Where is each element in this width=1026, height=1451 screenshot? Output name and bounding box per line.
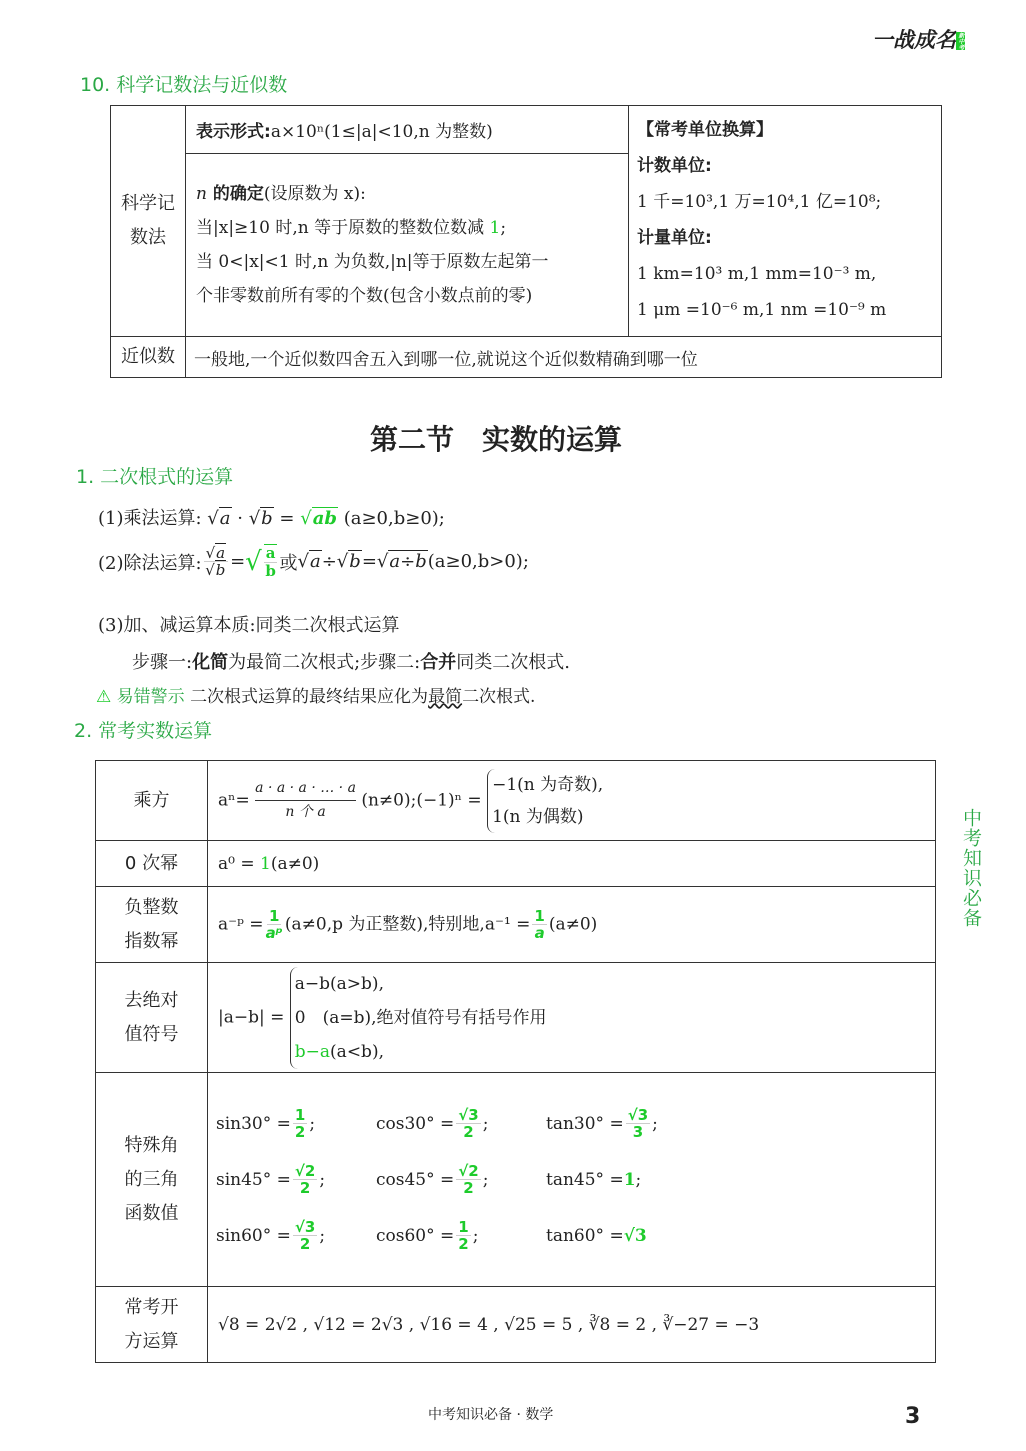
row-label-abs [96, 963, 208, 1073]
label-line: 去绝对 [124, 989, 179, 1011]
units-cell [629, 106, 942, 337]
text: 同类二次根式. [456, 652, 570, 673]
numerator: √a [204, 545, 229, 563]
trig-value [376, 1219, 546, 1253]
punct: ; [635, 1169, 642, 1190]
text: (a≠0) [548, 914, 598, 934]
alarm-icon: ⚠ [96, 687, 112, 707]
section-10-title: 10. 科学记数法与近似数 [80, 74, 288, 96]
side-tab: 中考知识必备 [960, 808, 982, 928]
radicand: a÷b [389, 551, 427, 572]
n-determination-cell [186, 154, 629, 337]
denominator: b [265, 561, 276, 580]
radicand: a [219, 508, 231, 529]
fraction [264, 544, 278, 579]
ops-title: 2. 常考实数运算 [74, 720, 213, 742]
row-label-roots [96, 1287, 208, 1363]
label-line: 值符号 [124, 1023, 179, 1045]
text: 二次根式运算的最终结果应化为 [190, 687, 429, 707]
trig-value [546, 1219, 716, 1253]
trig-grid [208, 1097, 935, 1263]
row-label-negative [96, 887, 208, 963]
underbrace [255, 780, 356, 821]
numerator: √3 [458, 1105, 479, 1124]
op: = [361, 551, 377, 572]
count-label: 计数单位: [637, 156, 712, 176]
denominator: 2 [458, 1235, 469, 1253]
text: 步骤一: [132, 652, 193, 673]
steps [132, 648, 570, 674]
label-line: 的三角 [124, 1168, 179, 1190]
measure-line: 1 μm =10⁻⁶ m,1 nm =10⁻⁹ m [637, 300, 887, 320]
punct: ; [319, 1225, 326, 1246]
units-title: 【常考单位换算】 [637, 120, 773, 140]
title: 的确定 [206, 184, 264, 204]
logo-text: 一战成名 [872, 28, 956, 52]
label: (1)乘法运算: [98, 508, 202, 529]
fraction [293, 1163, 317, 1197]
power-cell [208, 761, 936, 841]
denominator: 2 [299, 1179, 311, 1197]
fraction [204, 545, 229, 579]
fraction [626, 1107, 650, 1141]
condition: (a≥0,b>0); [427, 551, 529, 572]
denominator: 2 [463, 1179, 474, 1197]
numerator: √2 [294, 1161, 316, 1180]
row-label-trig [96, 1073, 208, 1287]
row-label-power: 乘方 [96, 761, 208, 841]
warning-label: 易错警示 [116, 687, 185, 707]
roots-cell: √8 = 2√2 , √12 = 2√3 , √16 = 4 , √25 = 5 , ∛8 = 2 , ∛−27 = −3 [208, 1287, 936, 1363]
page-number: 3 [905, 1404, 921, 1429]
label-line: 指数幂 [124, 930, 179, 952]
rule-line: 个非零数前所有零的个数(包含小数点前的零) [196, 286, 533, 306]
text: ; [500, 218, 507, 238]
fraction [293, 1219, 317, 1253]
trig-result: 1 [623, 1169, 636, 1190]
fraction [456, 1107, 480, 1141]
text: (n≠0);(−1)ⁿ = [361, 790, 482, 810]
label-line: 特殊角 [124, 1134, 179, 1156]
label: (2)除法运算: [98, 552, 202, 574]
case [295, 1035, 547, 1069]
cases [290, 967, 547, 1069]
cases [487, 769, 603, 833]
highlight: 1 [489, 218, 501, 238]
label-line: 函数值 [124, 1202, 179, 1224]
text: aⁿ= [218, 790, 250, 810]
denominator: √b [205, 561, 226, 579]
sqrt-a: √a [297, 551, 321, 572]
condition: (a≥0,b≥0); [343, 508, 445, 529]
trig-value [546, 1107, 716, 1141]
form-label: 表示形式: [196, 122, 271, 142]
denominator: 3 [632, 1123, 644, 1141]
brace-label: n 个 a [285, 804, 326, 820]
sqrt-icon: √ [245, 546, 262, 577]
sqrt-a-div-b: √a÷b [376, 551, 427, 572]
text: (a≠0,p 为正整数),特别地,a⁻¹ = [284, 914, 531, 934]
sqrt-ab: √ab [300, 508, 337, 529]
measure-label: 计量单位: [637, 228, 712, 248]
radicals-title: 1. 二次根式的运算 [76, 466, 234, 488]
n-title [196, 177, 618, 211]
product: a · a · a · … · a [255, 780, 356, 801]
radicand: b [349, 551, 361, 572]
op: ÷ [321, 551, 337, 572]
punct: ; [482, 1113, 489, 1134]
trig-lhs: sin60° = [216, 1225, 291, 1246]
label-line: 方运算 [124, 1330, 179, 1352]
label-line: 数法 [130, 227, 166, 248]
denominator: 2 [299, 1235, 311, 1253]
punct: ; [472, 1225, 479, 1246]
row-label-scientific [111, 106, 186, 337]
trig-value [376, 1107, 546, 1141]
trig-lhs: cos30° = [376, 1113, 455, 1134]
punct: ; [482, 1169, 489, 1190]
text: 或 [279, 552, 298, 574]
numerator: √3 [294, 1217, 316, 1236]
addition-rule: (3)加、减运算本质:同类二次根式运算 [98, 615, 400, 636]
fraction [266, 908, 283, 942]
text: 为最简二次根式;步骤二: [228, 652, 421, 673]
warning-note [96, 682, 535, 707]
real-ops-table [95, 760, 936, 1363]
approx-text: 一般地,一个近似数四舍五入到哪一位,就说这个近似数精确到哪一位 [186, 337, 942, 378]
fraction [456, 1163, 480, 1197]
trig-value [546, 1163, 716, 1197]
punct: ; [309, 1113, 316, 1134]
highlight: 1 [260, 853, 271, 874]
label-line: 负整数 [124, 896, 179, 918]
punct: ; [319, 1169, 326, 1190]
denominator: 2 [463, 1123, 474, 1141]
rule-line: 当 0<|x|<1 时,n 为负数,|n|等于原数左起第一 [196, 252, 549, 272]
numerator: 1 [458, 1217, 469, 1236]
numerator: 1 [534, 906, 545, 925]
count-values: 1 千=10³,1 万=10⁴,1 亿=10⁸; [637, 192, 882, 212]
emphasis: 最简 [428, 687, 463, 707]
trig-lhs: cos45° = [376, 1169, 455, 1190]
abs-cell [208, 963, 936, 1073]
highlight: b−a [294, 1041, 331, 1062]
division-rule [98, 544, 529, 579]
trig-value [376, 1163, 546, 1197]
radicand: a [309, 551, 321, 572]
op: = [230, 551, 246, 572]
text: (a<b), [330, 1041, 384, 1062]
numerator: a [265, 544, 276, 562]
sqrt-b: √b [336, 551, 361, 572]
footer-text: 中考知识必备 · 数学 [428, 1407, 554, 1423]
fraction [456, 1219, 470, 1253]
case: a−b(a>b), [294, 973, 384, 994]
radicand: ab [312, 508, 337, 529]
text: 当|x|≥10 时,n 等于原数的整数位数减 [196, 218, 490, 238]
trig-cell [208, 1073, 936, 1287]
text: (a≠0) [270, 853, 320, 874]
case: −1(n 为奇数), [492, 774, 604, 795]
radicand: a [216, 543, 226, 562]
case: 1(n 为偶数) [492, 806, 584, 827]
punct: ; [652, 1113, 658, 1134]
trig-lhs: cos60° = [376, 1225, 455, 1246]
text: a⁰ = [218, 853, 261, 874]
denominator: 2 [294, 1123, 306, 1141]
bold: 合并 [420, 652, 457, 673]
denominator: aᵖ [265, 924, 283, 942]
text: |a−b| = [218, 1007, 285, 1027]
brand-logo [872, 24, 965, 54]
sqrt-a: √a [207, 508, 231, 529]
trig-lhs: tan45° = [546, 1169, 624, 1190]
scientific-notation-table [110, 105, 942, 378]
multiplication-rule [98, 504, 445, 530]
bold: 化简 [192, 652, 229, 673]
case: 0 (a=b),绝对值符号有括号作用 [294, 1007, 547, 1028]
text: a⁻ᵖ = [218, 914, 264, 934]
trig-value [216, 1219, 376, 1253]
note: (设原数为 x): [263, 184, 366, 204]
fraction [293, 1107, 307, 1141]
row-label-approx: 近似数 [111, 337, 186, 378]
section-heading: 第二节 实数的运算 [370, 423, 623, 456]
trig-lhs: tan60° = [546, 1225, 624, 1246]
zero-cell [208, 841, 936, 887]
text: 二次根式. [462, 687, 536, 707]
form-expr: a×10ⁿ(1≤|a|<10,n 为整数) [270, 122, 493, 142]
label-line: 常考开 [124, 1296, 179, 1318]
trig-result: √3 [623, 1225, 647, 1246]
measure-line: 1 km=10³ m,1 mm=10⁻³ m, [637, 264, 877, 284]
trig-value [216, 1163, 376, 1197]
trig-lhs: sin30° = [216, 1113, 291, 1134]
logo-badge: 新中考 [957, 32, 964, 50]
numerator: √3 [627, 1105, 649, 1124]
numerator: 1 [269, 906, 280, 925]
trig-lhs: sin45° = [216, 1169, 291, 1190]
op: · [231, 508, 249, 529]
fraction [532, 908, 546, 942]
row-label-zero: 0 次幂 [96, 841, 208, 887]
trig-lhs: tan30° = [546, 1113, 624, 1134]
label-line: 科学记 [121, 193, 175, 214]
radicand: b [215, 561, 226, 579]
denominator: a [534, 924, 545, 942]
trig-value [216, 1107, 376, 1141]
numerator: 1 [294, 1105, 306, 1124]
numerator: √2 [458, 1161, 479, 1180]
negative-cell [208, 887, 936, 963]
sqrt-b: √b [248, 508, 273, 529]
op: = [273, 508, 301, 529]
var: n [196, 184, 207, 204]
rule-line [196, 211, 618, 245]
radicand: b [261, 508, 273, 529]
form-cell [186, 106, 629, 154]
